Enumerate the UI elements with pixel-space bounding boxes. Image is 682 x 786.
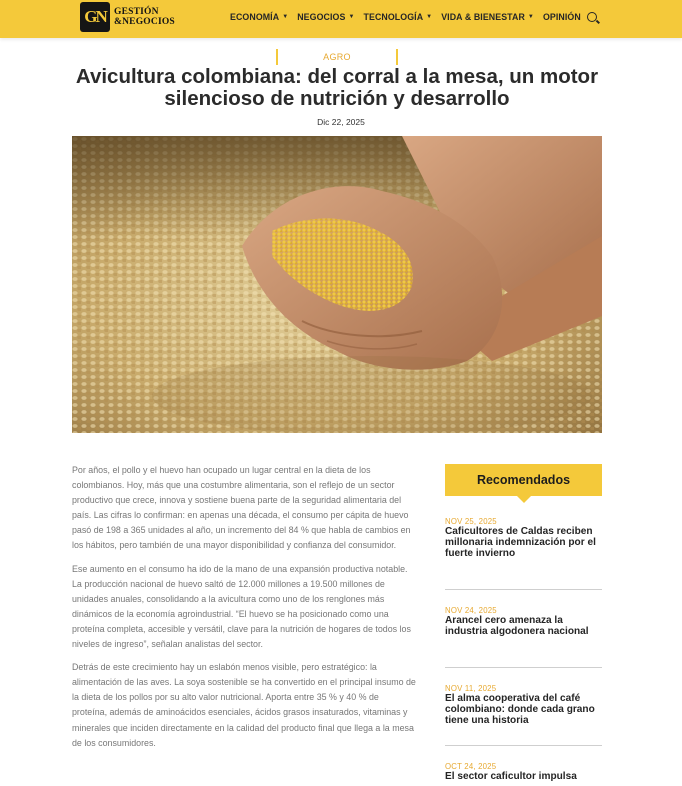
divider — [445, 667, 602, 668]
recommended-date: NOV 25, 2025 — [445, 517, 497, 526]
recommended-item[interactable] — [445, 762, 602, 783]
recommended-title[interactable]: El sector caficultor impulsa — [445, 771, 577, 782]
logo-line-2: &NEGOCIOS — [114, 17, 175, 27]
chevron-down-icon: ▼ — [527, 14, 534, 20]
recommended-date: NOV 24, 2025 — [445, 606, 497, 615]
article-paragraph: Por años, el pollo y el huevo han ocupado un lugar central en la dieta de los colombianos. Hoy, más que una costumbre alimentaria, son el reflejo de un sector productivo que crece, innova y sostiene buena parte de la seguridad alimentaria del país. Las cifras lo confirman: en apenas una década, el consumo per cápita de huevo pasó de 198 a 365 unidades al año, un incremento del 84 % que habla de cambios en los hábitos, pero también de una mayor disponibilidad y confianza del consumidor. — [72, 465, 411, 551]
nav-item-economia[interactable] — [230, 12, 288, 22]
site-header — [0, 0, 682, 38]
recommended-title[interactable]: Caficultores de Caldas reciben millonaria indemnización por el fuerte invierno — [445, 526, 596, 559]
recommended-item[interactable] — [445, 684, 602, 726]
chevron-down-icon: ▼ — [348, 14, 355, 20]
article-category[interactable]: AGRO — [276, 49, 398, 65]
recommended-title[interactable]: El alma cooperativa del café colombiano: donde cada grano tiene una historia — [445, 693, 595, 726]
article-body — [72, 463, 416, 759]
logo-mark: GN — [80, 2, 110, 32]
nav-item-negocios[interactable] — [297, 12, 354, 22]
recommended-item[interactable] — [445, 606, 602, 638]
nav-item-vida-bienestar[interactable] — [441, 12, 534, 22]
nav-item-label: OPINIÓN — [542, 12, 581, 22]
logo-text — [114, 7, 175, 27]
site-logo[interactable] — [80, 2, 175, 32]
chevron-down-icon: ▼ — [426, 14, 433, 20]
nav-item-label: NEGOCIOS — [297, 12, 346, 22]
recommended-title[interactable]: Arancel cero amenaza la industria algodonera nacional — [445, 615, 589, 637]
hero-image — [72, 136, 602, 433]
article-paragraph: Detrás de este crecimiento hay un eslabón menos visible, pero estratégico: la alimentación de las aves. La soya sostenible se ha convertido en el principal insumo de la dieta de los pollos por su alto valor nutricional. Aporta entre 35 % y 40 % de proteína, además de aminoácidos esenciales, ácidos grasos insaturados, vitaminas y minerales que inciden directamente en la calidad del producto final que llega a la mesa de los consumidores. — [72, 662, 416, 748]
main-nav — [230, 12, 597, 22]
logo-line-1: GESTIÓN — [114, 7, 159, 17]
nav-item-tecnologia[interactable] — [364, 12, 433, 22]
nav-item-opinion[interactable] — [543, 12, 581, 22]
recommended-heading: Recomendados — [445, 464, 602, 496]
nav-item-label: VIDA & BIENESTAR — [441, 12, 525, 22]
recommended-date: NOV 11, 2025 — [445, 684, 497, 693]
chevron-down-icon: ▼ — [282, 14, 289, 20]
article-date: Dic 22, 2025 — [317, 117, 365, 127]
divider — [445, 589, 602, 590]
divider — [445, 745, 602, 746]
recommended-date: OCT 24, 2025 — [445, 762, 497, 771]
recommended-item[interactable] — [445, 517, 602, 559]
nav-item-label: ECONOMÍA — [230, 12, 280, 22]
search-icon[interactable] — [587, 12, 597, 22]
article-paragraph: Ese aumento en el consumo ha ido de la mano de una expansión productiva notable. La producción nacional de huevo saltó de 12.000 millones a 19.500 millones de unidades anuales, consolidando a la avicultura como uno de los renglones más dinámicos de la economía agroindustrial. “El huevo se ha posicionado como una proteína completa, accesible y versátil, clave para la nutrición de hogares de todos los niveles de ingreso”, señalan analistas del sector. — [72, 563, 411, 650]
nav-item-label: TECNOLOGÍA — [363, 12, 424, 22]
article-title: Avicultura colombiana: del corral a la mesa, un motor silencioso de nutrición y desarrollo — [75, 65, 599, 110]
